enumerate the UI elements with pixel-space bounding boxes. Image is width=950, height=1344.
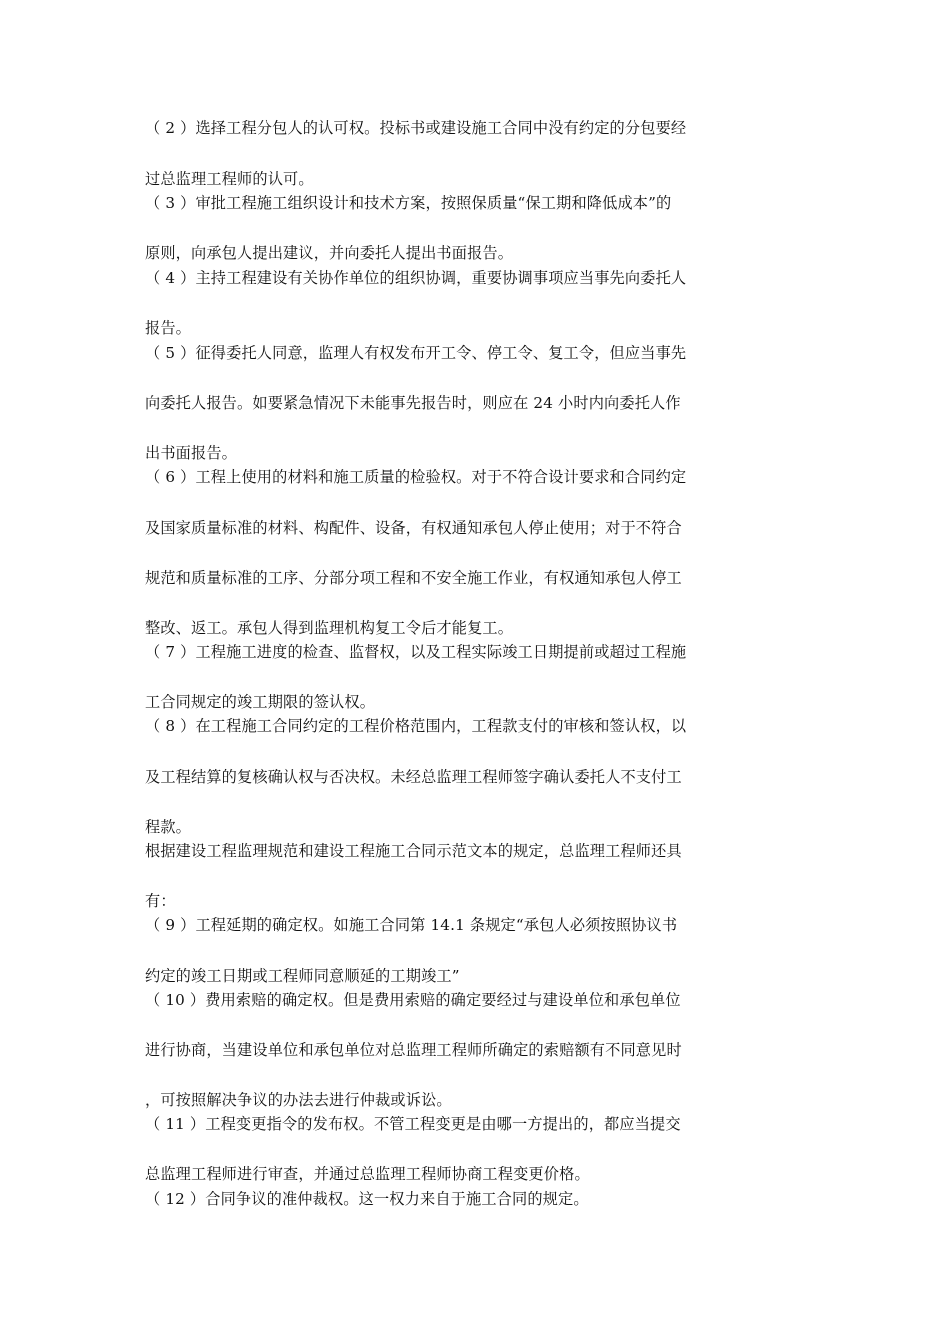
text-line: 规范和质量标准的工序、分部分项工程和不安全施工作业，有权通知承包人停工 [145,569,682,587]
text-line: （ 9 ）工程延期的确定权。如施工合同第 14.1 条规定“承包人必须按照协议书 [145,916,678,934]
text-line: 程款。 [145,818,192,836]
text-line: 根据建设工程监理规范和建设工程施工合同示范文本的规定，总监理工程师还具 [145,842,682,860]
text-line: （ 2 ）选择工程分包人的认可权。投标书或建设施工合同中没有约定的分包要经 [145,119,687,137]
text-line: 整改、返工。承包人得到监理机构复工令后才能复工。 [145,619,514,637]
text-line: 出书面报告。 [145,444,238,462]
text-line: （ 6 ）工程上使用的材料和施工质量的检验权。对于不符合设计要求和合同约定 [145,468,687,486]
text-line: 原则，向承包人提出建议，并向委托人提出书面报告。 [145,244,514,262]
text-line: 及工程结算的复核确认权与否决权。未经总监理工程师签字确认委托人不支付工 [145,768,682,786]
text-line: （ 3 ）审批工程施工组织设计和技术方案，按照保质量“保工期和降低成本”的 [145,194,672,212]
text-line: 报告。 [145,319,192,337]
text-line: （ 4 ）主持工程建设有关协作单位的组织协调，重要协调事项应当事先向委托人 [145,269,687,287]
text-line: 有： [145,892,176,910]
text-line: （ 12 ）合同争议的准仲裁权。这一权力来自于施工合同的规定。 [145,1190,589,1208]
text-line: 约定的竣工日期或工程师同意顺延的工期竣工” [145,967,460,985]
text-line: 及国家质量标准的材料、构配件、设备，有权通知承包人停止使用；对于不符合 [145,519,682,537]
text-line: 总监理工程师进行审查，并通过总监理工程师协商工程变更价格。 [145,1165,590,1183]
text-line: （ 5 ）征得委托人同意，监理人有权发布开工令、停工令、复工令，但应当事先 [145,344,687,362]
text-line: （ 10 ）费用索赔的确定权。但是费用索赔的确定要经过与建设单位和承包单位 [145,991,681,1009]
text-line: 向委托人报告。如要紧急情况下未能事先报告时，则应在 24 小时内向委托人作 [145,394,681,412]
text-line: ，可按照解决争议的办法去进行仲裁或诉讼。 [145,1091,452,1109]
text-line: （ 8 ）在工程施工合同约定的工程价格范围内，工程款支付的审核和签认权，以 [145,717,687,735]
text-line: （ 11 ）工程变更指令的发布权。不管工程变更是由哪一方提出的，都应当提交 [145,1115,681,1133]
text-line: 工合同规定的竣工期限的签认权。 [145,693,376,711]
text-line: 过总监理工程师的认可。 [145,170,314,188]
text-line: （ 7 ）工程施工进度的检查、监督权，以及工程实际竣工日期提前或超过工程施 [145,643,687,661]
text-line: 进行协商，当建设单位和承包单位对总监理工程师所确定的索赔额有不同意见时 [145,1041,682,1059]
